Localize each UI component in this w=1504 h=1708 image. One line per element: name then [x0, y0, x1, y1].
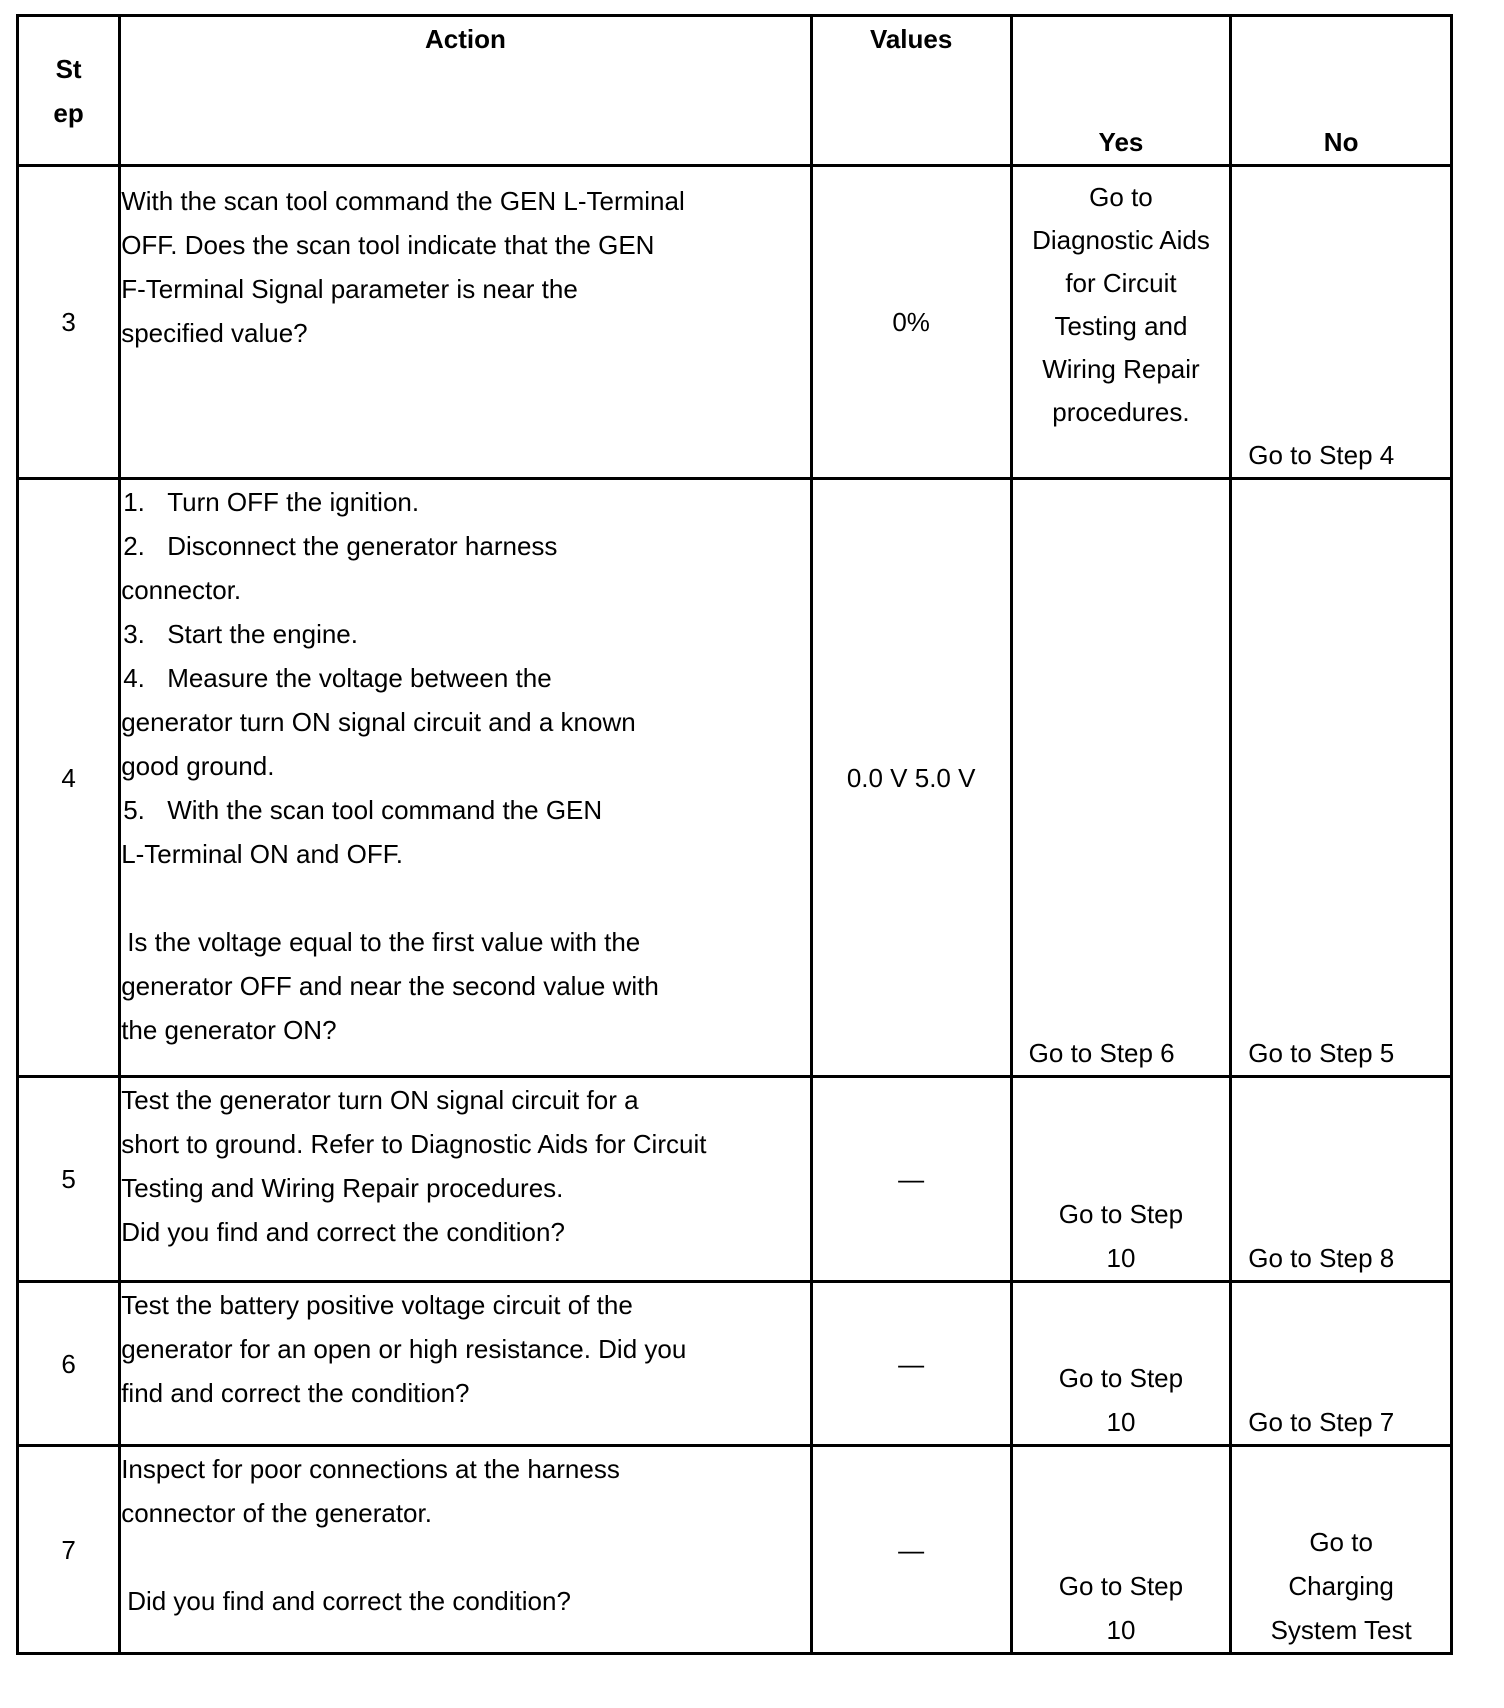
step-number: 3 — [18, 166, 120, 479]
table-row-step-3 — [18, 166, 1452, 479]
header-row — [18, 16, 1452, 166]
action-cell: Inspect for poor connections at the harness connector of the generator. Did you find and correct the condition? — [120, 1446, 811, 1654]
no-cell: Go to Charging System Test — [1231, 1446, 1452, 1654]
table-row-step-7 — [18, 1446, 1452, 1654]
table-row-step-4 — [18, 479, 1452, 1077]
action-cell: Test the generator turn ON signal circuit for a short to ground. Refer to Diagnostic Aids for Circuit Testing and Wiring Repair procedures. Did you find and correct the condition? — [120, 1077, 811, 1282]
header-step: St ep — [18, 16, 120, 166]
header-no: No — [1231, 16, 1452, 166]
no-cell: Go to Step 5 — [1231, 479, 1452, 1077]
no-cell: Go to Step 7 — [1231, 1282, 1452, 1446]
header-action: Action — [120, 16, 811, 166]
action-cell: With the scan tool command the GEN L-Terminal OFF. Does the scan tool indicate that the GEN F-Terminal Signal parameter is near the specified value? — [120, 166, 811, 479]
step-number: 7 — [18, 1446, 120, 1654]
action-cell: Test the battery positive voltage circuit of the generator for an open or high resistance. Did you find and correct the condition? — [120, 1282, 811, 1446]
action-cell: 1. Turn OFF the ignition. 2. Disconnect the generator harness connector. 3. Start the engine. 4. Measure the voltage between the generator turn ON signal circuit and a known good ground. 5. With the scan tool command the GEN L-Terminal ON and OFF. Is the voltage equal to the first value with the generator OFF and near the second value with the generator ON? — [120, 479, 811, 1077]
yes-cell: Go to Step 10 — [1011, 1282, 1231, 1446]
table-row-step-5 — [18, 1077, 1452, 1282]
yes-cell: Go to Step 10 — [1011, 1077, 1231, 1282]
no-cell: Go to Step 8 — [1231, 1077, 1452, 1282]
step-number: 6 — [18, 1282, 120, 1446]
yes-cell: Go to Step 6 — [1011, 479, 1231, 1077]
header-values: Values — [811, 16, 1011, 166]
values-cell: 0.0 V 5.0 V — [811, 479, 1011, 1077]
yes-cell: Go to Diagnostic Aids for Circuit Testing and Wiring Repair procedures. — [1011, 166, 1231, 479]
values-cell: — — [811, 1446, 1011, 1654]
diagnostic-table — [16, 14, 1453, 1655]
table-row-step-6 — [18, 1282, 1452, 1446]
step-number: 5 — [18, 1077, 120, 1282]
values-cell: 0% — [811, 166, 1011, 479]
values-cell: — — [811, 1282, 1011, 1446]
no-cell: Go to Step 4 — [1231, 166, 1452, 479]
yes-cell: Go to Step 10 — [1011, 1446, 1231, 1654]
header-yes: Yes — [1011, 16, 1231, 166]
values-cell: — — [811, 1077, 1011, 1282]
step-number: 4 — [18, 479, 120, 1077]
